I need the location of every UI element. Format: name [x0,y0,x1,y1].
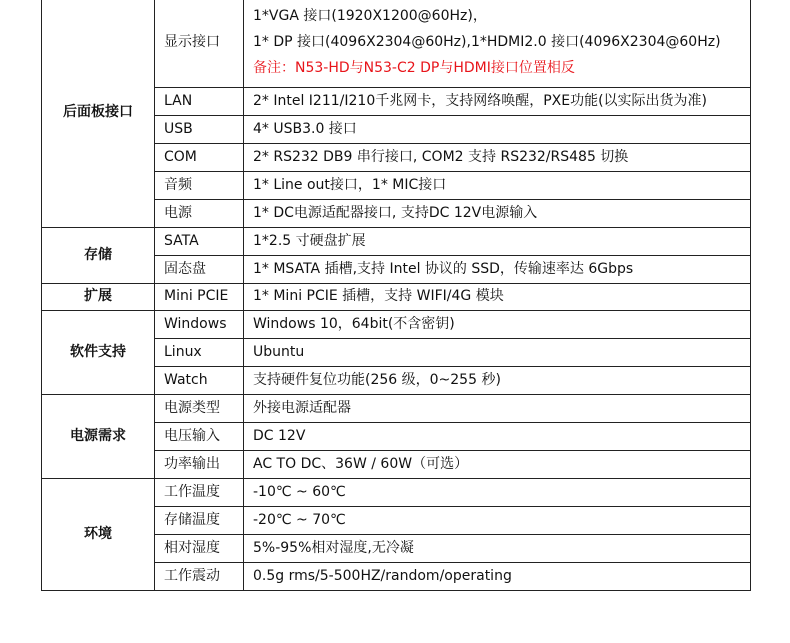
value-storage-temp: -20℃ ~ 70℃ [244,507,751,535]
item-op-temp: 工作温度 [155,479,244,507]
item-usb: USB [155,116,244,144]
group-environment: 环境 [42,479,155,591]
value-linux: Ubuntu [244,339,751,367]
item-minipcie: Mini PCIE [155,284,244,311]
group-rear-panel: 后面板接口 [42,0,155,228]
item-sata: SATA [155,228,244,256]
value-humidity: 5%-95%相对湿度,无冷凝 [244,535,751,563]
value-audio: 1* Line out接口，1* MIC接口 [244,172,751,200]
item-power-type: 电源类型 [155,395,244,423]
item-voltage: 电压输入 [155,423,244,451]
value-op-temp: -10℃ ~ 60℃ [244,479,751,507]
group-power: 电源需求 [42,395,155,479]
value-voltage: DC 12V [244,423,751,451]
item-vibration: 工作震动 [155,563,244,591]
item-windows: Windows [155,311,244,339]
value-minipcie: 1* Mini PCIE 插槽，支持 WIFI/4G 模块 [244,284,751,311]
value-lan: 2* Intel I211/I210千兆网卡，支持网络唤醒，PXE功能(以实际出货为准) [244,88,751,116]
table-row [42,479,751,507]
table-row [42,0,751,88]
item-linux: Linux [155,339,244,367]
item-ssd: 固态盘 [155,256,244,284]
item-power-port: 电源 [155,200,244,228]
value-vibration: 0.5g rms/5-500HZ/random/operating [244,563,751,591]
display-line-dp-hdmi: 1* DP 接口(4096X2304@60Hz),1*HDMI2.0 接口(4096X2304@60Hz) [253,34,721,50]
value-power-output: AC TO DC、36W / 60W（可选） [244,451,751,479]
item-com: COM [155,144,244,172]
table-row [42,311,751,339]
group-software: 软件支持 [42,311,155,395]
value-ssd: 1* MSATA 插槽,支持 Intel 协议的 SSD，传输速率达 6Gbps [244,256,751,284]
item-lan: LAN [155,88,244,116]
item-display: 显示接口 [155,0,244,88]
value-power-port: 1* DC电源适配器接口, 支持DC 12V电源输入 [244,200,751,228]
table-row [42,284,751,311]
group-expansion: 扩展 [42,284,155,311]
value-watch: 支持硬件复位功能(256 级，0~255 秒) [244,367,751,395]
item-storage-temp: 存储温度 [155,507,244,535]
value-com: 2* RS232 DB9 串行接口, COM2 支持 RS232/RS485 切换 [244,144,751,172]
value-usb: 4* USB3.0 接口 [244,116,751,144]
item-power-output: 功率输出 [155,451,244,479]
value-display [244,0,751,88]
item-audio: 音频 [155,172,244,200]
group-storage: 存储 [42,228,155,284]
value-windows: Windows 10，64bit(不含密钥) [244,311,751,339]
spec-table [41,0,751,591]
item-watch: Watch [155,367,244,395]
item-humidity: 相对湿度 [155,535,244,563]
display-note: 备注：N53-HD与N53-C2 DP与HDMI接口位置相反 [253,60,575,76]
value-sata: 1*2.5 寸硬盘扩展 [244,228,751,256]
table-row [42,395,751,423]
value-power-type: 外接电源适配器 [244,395,751,423]
display-line-vga: 1*VGA 接口(1920X1200@60Hz)， [253,8,487,24]
table-row [42,228,751,256]
